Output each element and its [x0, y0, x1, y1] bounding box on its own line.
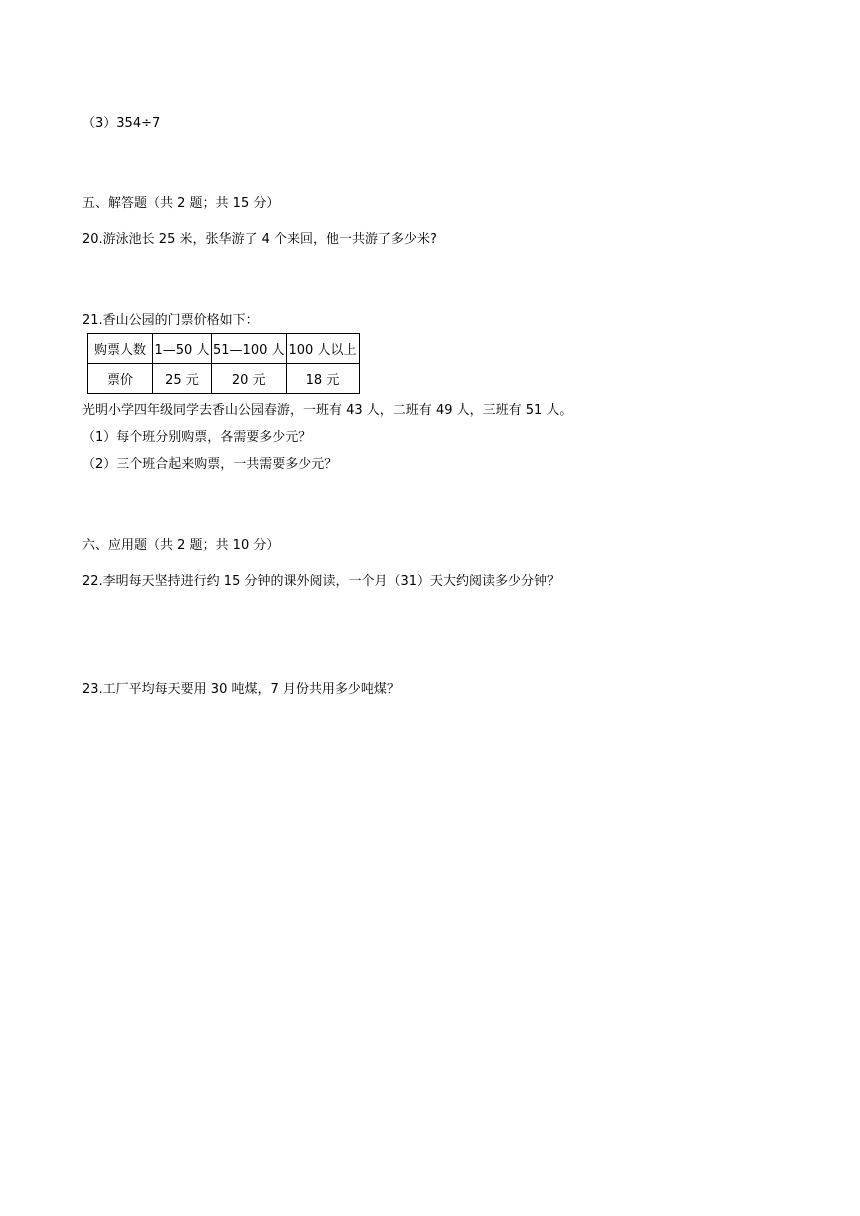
table-cell: 购票人数: [88, 334, 153, 364]
question-21-stem: 21.香山公园的门票价格如下：: [82, 313, 259, 328]
question-19-part-3: （3）354÷7: [82, 116, 161, 131]
question-20: 20.游泳池长 25 米，张华游了 4 个来回，他一共游了多少米?: [82, 232, 437, 247]
question-22: 22.李明每天坚持进行约 15 分钟的课外阅读，一个月（31）天大约阅读多少分钟？: [82, 574, 561, 589]
table-cell: 25 元: [153, 364, 212, 394]
table-cell: 1—50 人: [153, 334, 212, 364]
question-21-context: 光明小学四年级同学去香山公园春游，一班有 43 人，二班有 49 人，三班有 51 人。: [82, 403, 573, 418]
table-cell: 票价: [88, 364, 153, 394]
table-cell: 20 元: [212, 364, 287, 394]
question-23: 23.工厂平均每天要用 30 吨煤，7 月份共用多少吨煤？: [82, 682, 400, 697]
question-21-part-1: （1）每个班分别购票，各需要多少元？: [82, 430, 312, 445]
table-cell: 100 人以上: [286, 334, 359, 364]
table-row: [88, 364, 360, 394]
section-6-title: 六、应用题（共 2 题；共 10 分）: [82, 538, 280, 553]
ticket-price-table: [87, 333, 360, 394]
question-21-part-2: （2）三个班合起来购票，一共需要多少元？: [82, 457, 338, 472]
table-cell: 51—100 人: [212, 334, 287, 364]
table-header-row: [88, 334, 360, 364]
section-5-title: 五、解答题（共 2 题；共 15 分）: [82, 196, 280, 211]
table-cell: 18 元: [286, 364, 359, 394]
